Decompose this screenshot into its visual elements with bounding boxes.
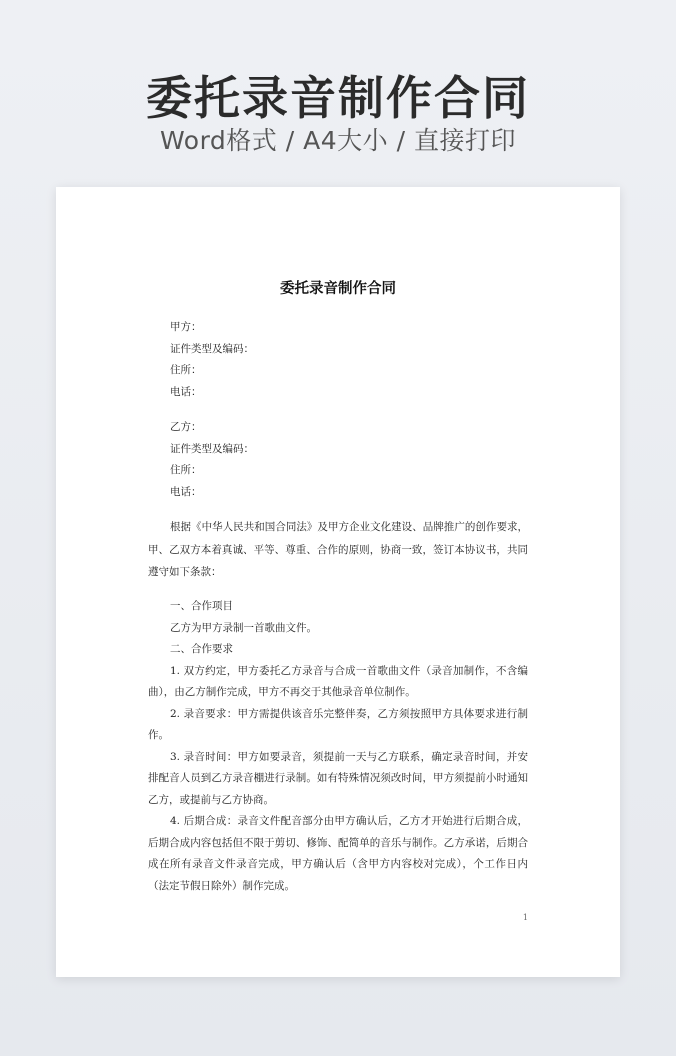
intro-paragraph: 根据《中华人民共和国合同法》及甲方企业文化建设、品牌推广的创作要求，甲、乙双方本着真诚、平等、尊重、合作的原则，协商一致，签订本协议书，共同遵守如下条款：	[148, 521, 528, 578]
hero-title: 委托录音制作合同	[146, 71, 530, 125]
section-1-heading: 一、合作项目	[170, 600, 233, 612]
section-2-heading: 二、合作要求	[170, 643, 233, 655]
party-b-address-field: 住所：	[170, 464, 202, 476]
party-a-id-field: 证件类型及编码：	[170, 342, 254, 355]
party-b-name-field: 乙方：	[170, 421, 202, 433]
page-number: 1	[522, 913, 528, 922]
intro-block	[148, 516, 528, 584]
clause-4: 4. 后期合成：录音文件配音部分由甲方确认后，乙方才开始进行后期合成，后期合成内容包括但不限于剪切、修饰、配简单的音乐与制作。乙方承诺，后期合成在所有录音文件录音完成，甲方确认后（含甲方内容校对完成），个工作日内（法定节假日除外）制作完成。	[148, 815, 528, 892]
document-title: 委托录音制作合同	[280, 280, 396, 297]
party-a-block	[148, 317, 528, 403]
clause-2: 2. 录音要求：甲方需提供该音乐完整伴奏，乙方须按照甲方具体要求进行制作。	[148, 707, 528, 741]
party-a-phone-field: 电话：	[170, 385, 202, 398]
party-b-phone-field: 电话：	[170, 485, 202, 498]
document-page	[56, 187, 620, 977]
clauses-block	[148, 596, 528, 897]
party-a-address-field: 住所：	[170, 364, 202, 376]
party-b-id-field: 证件类型及编码：	[170, 442, 254, 455]
clause-3: 3. 录音时间：甲方如要录音，须提前一天与乙方联系，确定录音时间，并安排配音人员到乙方录音棚进行录制。如有特殊情况须改时间，甲方须提前小时通知乙方，或提前与乙方协商。	[148, 750, 528, 806]
section-1-body: 乙方为甲方录制一首歌曲文件。	[170, 621, 317, 634]
hero-subtitle: Word格式 / A4大小 / 直接打印	[160, 126, 516, 155]
party-b-block	[148, 417, 528, 503]
clause-1: 1. 双方约定，甲方委托乙方录音与合成一首歌曲文件（录音加制作，不含编曲），由乙方制作完成，甲方不再交于其他录音单位制作。	[148, 664, 528, 698]
party-a-name-field: 甲方：	[170, 321, 202, 333]
